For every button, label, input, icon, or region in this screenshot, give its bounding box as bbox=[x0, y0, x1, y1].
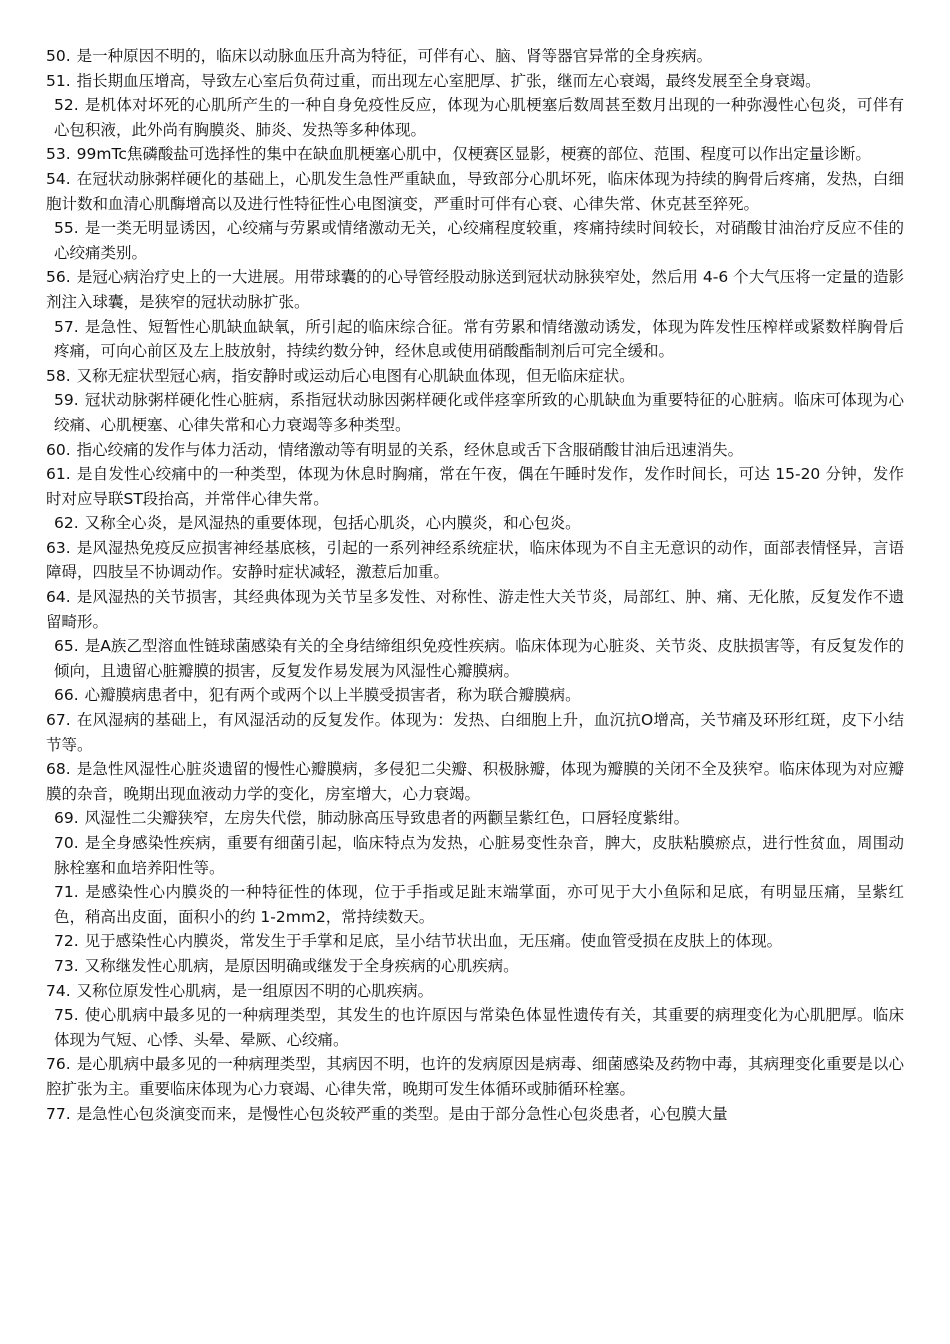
glossary-entry bbox=[46, 462, 904, 511]
glossary-entry bbox=[46, 216, 904, 265]
entry-number: 57. bbox=[54, 317, 79, 336]
entry-number: 77. bbox=[46, 1104, 71, 1123]
glossary-entry bbox=[46, 880, 904, 929]
entry-number: 69. bbox=[54, 809, 79, 828]
glossary-entry bbox=[46, 929, 904, 954]
entry-number: 61. bbox=[46, 465, 71, 484]
entry-text: 是急性风湿性心脏炎遗留的慢性心瓣膜病，多侵犯二尖瓣、积极脉瓣，体现为瓣膜的关闭不全及狭窄。临床体现为对应瓣膜的杂音，晚期出现血液动力学的变化，房室增大，心力衰竭。 bbox=[46, 760, 904, 803]
entry-text: 是机体对坏死的心肌所产生的一种自身免疫性反应，体现为心肌梗塞后数周甚至数月出现的一种弥漫性心包炎，可伴有心包积液，此外尚有胸膜炎、肺炎、发热等多种体现。 bbox=[54, 96, 904, 139]
entry-number: 64. bbox=[46, 588, 71, 607]
entry-text: 冠状动脉粥样硬化性心脏病，系指冠状动脉因粥样硬化或伴痉挛所致的心肌缺血为重要特征的心脏病。临床可体现为心绞痛、心肌梗塞、心律失常和心力衰竭等多种类型。 bbox=[54, 391, 904, 434]
entry-text: 是急性心包炎演变而来，是慢性心包炎较严重的类型。是由于部分急性心包炎患者，心包膜大量 bbox=[76, 1104, 728, 1123]
entry-number: 50. bbox=[46, 47, 71, 65]
entry-text: 风湿性二尖瓣狭窄，左房失代偿，肺动脉高压导致患者的两颧呈紫红色，口唇轻度紫绀。 bbox=[84, 809, 690, 828]
entry-number: 65. bbox=[54, 637, 79, 656]
entry-number: 63. bbox=[46, 538, 71, 557]
glossary-entry bbox=[46, 167, 904, 216]
glossary-entry bbox=[46, 364, 904, 389]
entry-number: 74. bbox=[46, 981, 71, 1000]
entry-text: 是冠心病治疗史上的一大进展。用带球囊的的心导管经股动脉送到冠状动脉狭窄处，然后用 4-6 个大气压将一定量的造影剂注入球囊，是狭窄的冠状动脉扩张。 bbox=[46, 268, 904, 311]
entry-number: 67. bbox=[46, 711, 71, 730]
entry-number: 71. bbox=[54, 883, 79, 902]
entry-text: 见于感染性心内膜炎，常发生于手掌和足底，呈小结节状出血，无压痛。使血管受损在皮肤上的体现。 bbox=[84, 932, 783, 951]
entry-text: 是一种原因不明的，临床以动脉血压升高为特征，可伴有心、脑、肾等器官异常的全身疾病。 bbox=[76, 47, 713, 65]
glossary-entry bbox=[46, 315, 904, 364]
glossary-entry bbox=[46, 265, 904, 314]
entry-number: 70. bbox=[54, 834, 79, 852]
glossary-entry bbox=[46, 388, 904, 437]
entry-number: 68. bbox=[46, 760, 71, 779]
glossary-entry bbox=[46, 536, 904, 585]
glossary-entry bbox=[46, 683, 904, 708]
glossary-entry bbox=[46, 142, 904, 167]
entry-text: 又称全心炎，是风湿热的重要体现，包括心肌炎，心内膜炎，和心包炎。 bbox=[84, 514, 581, 533]
entry-number: 66. bbox=[54, 686, 79, 705]
entry-text: 是全身感染性疾病，重要有细菌引起，临床特点为发热，心脏易变性杂音，脾大，皮肤粘膜瘀点，进行性贫血，周围动脉栓塞和血培养阳性等。 bbox=[54, 834, 904, 877]
entry-text: 在冠状动脉粥样硬化的基础上，心肌发生急性严重缺血，导致部分心肌坏死，临床体现为持续的胸骨后疼痛，发热，白细胞计数和血清心肌酶增高以及进行性特征性心电图演变，严重时可伴有心衰、心律失常、休克甚至猝死。 bbox=[46, 169, 904, 213]
entry-number: 53. bbox=[46, 145, 71, 164]
glossary-entry bbox=[46, 831, 904, 880]
entry-text: 心瓣膜病患者中，犯有两个或两个以上半膜受损害者，称为联合瓣膜病。 bbox=[84, 686, 581, 705]
entry-number: 54. bbox=[46, 169, 71, 188]
entry-text: 99mTc焦磷酸盐可选择性的集中在缺血肌梗塞心肌中，仅梗赛区显影，梗赛的部位、范围、程度可以作出定量诊断。 bbox=[76, 145, 871, 164]
entry-text: 使心肌病中最多见的一种病理类型，其发生的也许原因与常染色体显性遗传有关，其重要的病理变化为心肌肥厚。临床体现为气短、心悸、头晕、晕厥、心绞痛。 bbox=[54, 1006, 904, 1049]
glossary-entry bbox=[46, 1003, 904, 1052]
entry-text: 指长期血压增高，导致左心室后负荷过重，而出现左心室肥厚、扩张，继而左心衰竭，最终发展至全身衰竭。 bbox=[76, 71, 821, 90]
entry-text: 又称位原发性心肌病，是一组原因不明的心肌疾病。 bbox=[76, 981, 434, 1000]
entry-number: 55. bbox=[54, 219, 79, 238]
glossary-entry bbox=[46, 1052, 904, 1101]
glossary-entry bbox=[46, 979, 904, 1004]
entry-text: 是急性、短暂性心肌缺血缺氧，所引起的临床综合征。常有劳累和情绪激动诱发，体现为阵发性压榨样或紧数样胸骨后疼痛，可向心前区及左上肢放射，持续约数分钟，经休息或使用硝酸酯制剂后可完全缓和。 bbox=[54, 317, 904, 361]
entry-text: 是A族乙型溶血性链球菌感染有关的全身结缔组织免疫性疾病。临床体现为心脏炎、关节炎、皮肤损害等，有反复发作的倾向，且遗留心脏瓣膜的损害，反复发作易发展为风湿性心瓣膜病。 bbox=[54, 637, 904, 680]
glossary-entry bbox=[46, 69, 904, 94]
entry-number: 60. bbox=[46, 440, 71, 459]
entry-number: 76. bbox=[46, 1055, 71, 1074]
glossary-entry bbox=[46, 757, 904, 806]
glossary-entry bbox=[46, 44, 904, 69]
entry-number: 72. bbox=[54, 932, 79, 951]
entry-text: 是自发性心绞痛中的一种类型，体现为休息时胸痛，常在午夜，偶在午睡时发作，发作时间长，可达 15-20 分钟，发作时对应导联ST段抬高，并常伴心律失常。 bbox=[46, 465, 904, 508]
glossary-entry bbox=[46, 1102, 904, 1127]
glossary-list bbox=[46, 44, 904, 1126]
entry-text: 是心肌病中最多见的一种病理类型，其病因不明，也许的发病原因是病毒、细菌感染及药物中毒，其病理变化重要是以心腔扩张为主。重要临床体现为心力衰竭、心律失常，晚期可发生体循环或肺循环栓塞。 bbox=[46, 1055, 904, 1098]
glossary-entry bbox=[46, 806, 904, 831]
entry-number: 59. bbox=[54, 391, 79, 410]
glossary-entry bbox=[46, 511, 904, 536]
entry-number: 51. bbox=[46, 71, 71, 90]
glossary-entry bbox=[46, 634, 904, 683]
entry-text: 又称继发性心肌病，是原因明确或继发于全身疾病的心肌疾病。 bbox=[84, 956, 519, 975]
entry-text: 在风湿病的基础上，有风湿活动的反复发作。体现为：发热、白细胞上升，血沉抗O增高，关节痛及环形红斑，皮下小结节等。 bbox=[46, 711, 904, 754]
entry-number: 56. bbox=[46, 268, 71, 287]
glossary-entry bbox=[46, 438, 904, 463]
glossary-entry bbox=[46, 708, 904, 757]
glossary-entry bbox=[46, 585, 904, 634]
entry-text: 是风湿热的关节损害，其经典体现为关节呈多发性、对称性、游走性大关节炎，局部红、肿、痛、无化脓，反复发作不遗留畸形。 bbox=[46, 588, 904, 631]
entry-number: 75. bbox=[54, 1006, 79, 1025]
entry-number: 58. bbox=[46, 366, 71, 385]
entry-number: 73. bbox=[54, 956, 79, 975]
entry-number: 52. bbox=[54, 96, 79, 115]
entry-text: 又称无症状型冠心病，指安静时或运动后心电图有心肌缺血体现，但无临床症状。 bbox=[76, 366, 635, 385]
entry-text: 是感染性心内膜炎的一种特征性的体现，位于手指或足趾末端掌面，亦可见于大小鱼际和足底，有明显压痛，呈紫红色，稍高出皮面，面积小的约 1-2mm2，常持续数天。 bbox=[54, 883, 904, 926]
entry-text: 是一类无明显诱因，心绞痛与劳累或情绪激动无关，心绞痛程度较重，疼痛持续时间较长，对硝酸甘油治疗反应不佳的心绞痛类别。 bbox=[54, 219, 904, 262]
entry-text: 指心绞痛的发作与体力活动，情绪激动等有明显的关系，经休息或舌下含服硝酸甘油后迅速消失。 bbox=[76, 440, 744, 459]
glossary-entry bbox=[46, 93, 904, 142]
entry-text: 是风湿热免疫反应损害神经基底核，引起的一系列神经系统症状，临床体现为不自主无意识的动作，面部表情怪异，言语障碍，四肢呈不协调动作。安静时症状减轻，激惹后加重。 bbox=[46, 538, 904, 582]
glossary-entry bbox=[46, 954, 904, 979]
entry-number: 62. bbox=[54, 514, 79, 533]
